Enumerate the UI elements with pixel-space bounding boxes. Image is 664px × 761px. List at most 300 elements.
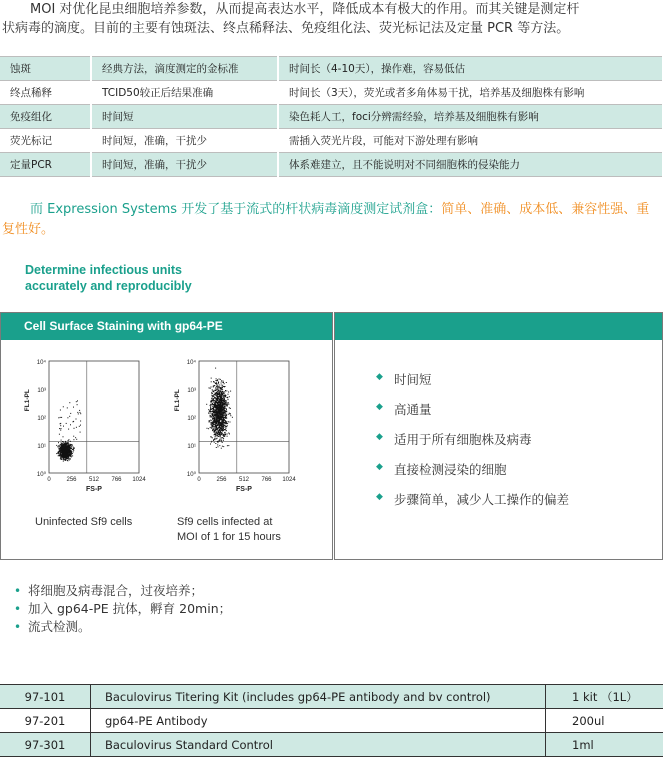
event-dot — [80, 425, 81, 426]
event-dot — [66, 442, 67, 443]
promo-green-text: 而 Expression Systems 开发了基于流式的杆状病毒滴度测定试剂盒： — [30, 202, 442, 217]
event-dot — [223, 412, 224, 413]
diamond-bullet-icon: ◆ — [376, 402, 383, 412]
event-dot — [221, 440, 222, 441]
event-dot — [232, 417, 233, 418]
event-dot — [214, 397, 215, 398]
event-dot — [216, 378, 217, 379]
event-dot — [60, 423, 61, 424]
event-dots — [56, 400, 81, 461]
event-dot — [221, 381, 222, 382]
event-dot — [77, 412, 78, 413]
event-dot — [223, 438, 224, 439]
intro-paragraph — [0, 0, 664, 38]
method-feature-cell: 时间短 — [91, 105, 278, 129]
event-dot — [226, 414, 227, 415]
event-dot — [219, 397, 220, 398]
event-dot — [63, 447, 64, 448]
event-dot — [59, 445, 60, 446]
y-tick-label: 10¹ — [187, 444, 196, 450]
event-dot — [230, 415, 231, 416]
event-dot — [221, 395, 222, 396]
event-dot — [220, 379, 221, 380]
event-dot — [67, 460, 68, 461]
event-dot — [227, 397, 228, 398]
event-dot — [223, 417, 224, 418]
event-dot — [219, 405, 220, 406]
event-dot — [221, 413, 222, 414]
event-dot — [217, 414, 218, 415]
event-dot — [224, 396, 225, 397]
event-dot — [217, 407, 218, 408]
method-feature-cell: 时间短，准确，干扰少 — [91, 153, 278, 177]
event-dot — [215, 368, 216, 369]
event-dot — [225, 391, 226, 392]
event-dot — [71, 448, 72, 449]
event-dot — [217, 385, 218, 386]
event-dot — [216, 438, 217, 439]
event-dot — [225, 413, 226, 414]
event-dot — [210, 409, 211, 410]
event-dot — [215, 424, 216, 425]
event-dot — [219, 440, 220, 441]
event-dot — [223, 396, 224, 397]
event-dot — [73, 448, 74, 449]
event-dot — [61, 428, 62, 429]
event-dot — [223, 393, 224, 394]
event-dot — [220, 413, 221, 414]
promo-orange-text: 简单、准确、成本低、兼容性强、重复性好。 — [2, 202, 650, 237]
event-dot — [67, 443, 68, 444]
event-dot — [222, 446, 223, 447]
event-dot — [77, 404, 78, 405]
event-dot — [222, 423, 223, 424]
product-size-cell: 1 kit （1L） — [546, 685, 664, 709]
event-dot — [226, 409, 227, 410]
event-dot — [228, 404, 229, 405]
event-dot — [71, 456, 72, 457]
event-dot — [218, 420, 219, 421]
event-dot — [216, 392, 217, 393]
event-dot — [70, 441, 71, 442]
methods-table — [0, 56, 662, 177]
event-dot — [71, 444, 72, 445]
event-dot — [64, 448, 65, 449]
event-dot — [212, 423, 213, 424]
intro-line-1: MOI 对优化昆虫细胞培养参数，从而提高表达水平，降低成本有极大的作用。而其关键是测定杆 — [30, 2, 580, 17]
event-dot — [66, 423, 67, 424]
plot2-caption-line-1: Sf9 cells infected at — [177, 516, 273, 528]
event-dot — [218, 387, 219, 388]
event-dot — [76, 427, 77, 428]
event-dot — [213, 396, 214, 397]
event-dot — [216, 434, 217, 435]
event-dot — [70, 453, 71, 454]
event-dot — [215, 404, 216, 405]
event-dot — [225, 418, 226, 419]
event-dot — [220, 400, 221, 401]
event-dot — [73, 407, 74, 408]
event-dot — [70, 445, 71, 446]
x-tick-label: 256 — [66, 477, 77, 483]
event-dot — [217, 412, 218, 413]
event-dot — [217, 442, 218, 443]
method-feature-cell: 经典方法，滴度测定的金标准 — [91, 57, 278, 81]
event-dot — [59, 446, 60, 447]
event-dot — [211, 402, 212, 403]
event-dot — [69, 459, 70, 460]
method-note-cell: 时间长（3天），荧光或者多角体易干扰，培养基及细胞株有影响 — [278, 81, 662, 105]
event-dot — [226, 382, 227, 383]
event-dot — [60, 455, 61, 456]
event-dot — [212, 437, 213, 438]
event-dot — [223, 400, 224, 401]
determine-heading — [25, 262, 192, 294]
y-tick-label: 10⁰ — [186, 472, 196, 478]
methods-row — [0, 153, 662, 177]
event-dot — [221, 385, 222, 386]
event-dot — [210, 406, 211, 407]
event-dot — [63, 458, 64, 459]
event-dot — [224, 407, 225, 408]
event-dot — [221, 448, 222, 449]
event-dot — [221, 400, 222, 401]
determine-line-1: Determine infectious units — [25, 263, 182, 277]
event-dot — [227, 423, 228, 424]
event-dot — [209, 420, 210, 421]
event-dot — [69, 454, 70, 455]
event-dot — [218, 396, 219, 397]
event-dot — [57, 446, 58, 447]
event-dot — [213, 404, 214, 405]
event-dot — [63, 446, 64, 447]
event-dot — [65, 455, 66, 456]
event-dot — [210, 420, 211, 421]
event-dot — [212, 404, 213, 405]
event-dot — [225, 390, 226, 391]
event-dot — [222, 404, 223, 405]
event-dot — [214, 428, 215, 429]
product-row — [0, 733, 663, 757]
event-dot — [211, 441, 212, 442]
event-dot — [225, 415, 226, 416]
event-dot — [62, 453, 63, 454]
event-dot — [68, 451, 69, 452]
event-dot — [59, 434, 60, 435]
event-dot — [222, 391, 223, 392]
event-dot — [216, 383, 217, 384]
dot-bullet-icon: • — [14, 584, 22, 598]
event-dot — [222, 433, 223, 434]
event-dot — [210, 407, 211, 408]
event-dot — [223, 428, 224, 429]
event-dot — [217, 429, 218, 430]
event-dot — [223, 430, 224, 431]
event-dot — [221, 441, 222, 442]
event-dot — [214, 394, 215, 395]
event-dot — [218, 436, 219, 437]
event-dot — [216, 386, 217, 387]
event-dot — [227, 436, 228, 437]
event-dot — [212, 396, 213, 397]
method-name-cell: 荧光标记 — [0, 129, 91, 153]
event-dot — [60, 452, 61, 453]
event-dot — [219, 412, 220, 413]
plot1-caption — [35, 515, 132, 530]
event-dot — [63, 406, 64, 407]
event-dot — [210, 413, 211, 414]
event-dot — [212, 397, 213, 398]
event-dot — [61, 417, 62, 418]
event-dot — [227, 445, 228, 446]
diamond-bullet-icon: ◆ — [376, 462, 383, 472]
event-dot — [67, 407, 68, 408]
event-dot — [213, 398, 214, 399]
event-dot — [215, 418, 216, 419]
x-axis-label: FS-P — [86, 486, 102, 493]
method-note-cell: 需插入荧光片段，可能对下游处理有影响 — [278, 129, 662, 153]
event-dot — [215, 422, 216, 423]
product-name-cell: Baculovirus Titering Kit (includes gp64-PE antibody and bv control) — [91, 685, 546, 709]
advantage-item — [376, 370, 569, 400]
event-dot — [219, 439, 220, 440]
event-dot — [225, 432, 226, 433]
event-dot — [219, 430, 220, 431]
event-dot — [215, 425, 216, 426]
event-dot — [225, 416, 226, 417]
event-dot — [215, 414, 216, 415]
scatter-plot-infected — [169, 351, 299, 511]
advantage-text: 时间短 — [394, 372, 432, 387]
event-dot — [218, 406, 219, 407]
event-dot — [74, 428, 75, 429]
diamond-bullet-icon: ◆ — [376, 492, 383, 502]
event-dot — [210, 444, 211, 445]
protocol-step — [14, 582, 231, 600]
event-dot — [211, 411, 212, 412]
event-dot — [229, 396, 230, 397]
event-dot — [225, 411, 226, 412]
event-dot — [223, 397, 224, 398]
event-dot — [221, 398, 222, 399]
event-dot — [218, 389, 219, 390]
event-dot — [218, 418, 219, 419]
diamond-bullet-icon: ◆ — [376, 372, 383, 382]
event-dot — [220, 403, 221, 404]
method-name-cell: 免疫组化 — [0, 105, 91, 129]
event-dot — [220, 432, 221, 433]
event-dot — [214, 424, 215, 425]
event-dot — [213, 420, 214, 421]
event-dot — [62, 447, 63, 448]
advantage-item — [376, 430, 569, 460]
advantage-item — [376, 460, 569, 490]
event-dot — [212, 414, 213, 415]
event-dot — [211, 381, 212, 382]
event-dot — [213, 439, 214, 440]
event-dot — [213, 400, 214, 401]
event-dot — [228, 445, 229, 446]
event-dot — [70, 444, 71, 445]
event-dot — [217, 393, 218, 394]
event-dot — [230, 391, 231, 392]
event-dot — [215, 443, 216, 444]
event-dot — [73, 439, 74, 440]
event-dot — [215, 436, 216, 437]
event-dot — [210, 422, 211, 423]
event-dot — [209, 422, 210, 423]
event-dot — [66, 453, 67, 454]
event-dot — [220, 405, 221, 406]
event-dot — [210, 415, 211, 416]
event-dot — [223, 440, 224, 441]
event-dot — [225, 426, 226, 427]
event-dot — [215, 397, 216, 398]
event-dot — [215, 405, 216, 406]
event-dot — [222, 399, 223, 400]
event-dot — [208, 409, 209, 410]
protocol-step-text: 加入 gp64-PE 抗体，孵育 20min； — [28, 601, 232, 616]
event-dot — [219, 424, 220, 425]
y-axis-label: FL1-PL — [24, 389, 31, 412]
event-dot — [226, 422, 227, 423]
event-dot — [220, 389, 221, 390]
event-dot — [223, 404, 224, 405]
event-dot — [67, 445, 68, 446]
event-dot — [220, 416, 221, 417]
event-dot — [72, 445, 73, 446]
event-dot — [65, 448, 66, 449]
event-dot — [226, 411, 227, 412]
event-dot — [217, 389, 218, 390]
event-dot — [215, 395, 216, 396]
event-dot — [61, 456, 62, 457]
event-dot — [219, 411, 220, 412]
event-dot — [74, 448, 75, 449]
event-dot — [222, 434, 223, 435]
event-dot — [229, 413, 230, 414]
event-dot — [58, 417, 59, 418]
event-dot — [222, 437, 223, 438]
event-dot — [221, 418, 222, 419]
event-dot — [215, 403, 216, 404]
event-dot — [60, 446, 61, 447]
event-dot — [221, 438, 222, 439]
event-dot — [218, 398, 219, 399]
event-dot — [215, 438, 216, 439]
event-dots — [206, 368, 233, 449]
event-dot — [226, 405, 227, 406]
event-dot — [218, 441, 219, 442]
event-dot — [229, 433, 230, 434]
event-dot — [212, 427, 213, 428]
method-note-cell: 体系难建立，且不能说明对不同细胞株的侵染能力 — [278, 153, 662, 177]
event-dot — [223, 446, 224, 447]
event-dot — [221, 393, 222, 394]
event-dot — [70, 424, 71, 425]
event-dot — [58, 455, 59, 456]
event-dot — [228, 414, 229, 415]
event-dot — [218, 402, 219, 403]
event-dot — [70, 413, 71, 414]
event-dot — [206, 404, 207, 405]
event-dot — [80, 421, 81, 422]
event-dot — [225, 386, 226, 387]
event-dot — [63, 445, 64, 446]
event-dot — [230, 422, 231, 423]
y-tick-label: 10³ — [187, 388, 196, 394]
event-dot — [230, 413, 231, 414]
dot-bullet-icon: • — [14, 602, 22, 616]
methods-row — [0, 105, 662, 129]
event-dot — [226, 430, 227, 431]
event-dot — [68, 455, 69, 456]
event-dot — [217, 403, 218, 404]
flow-cytometry-panel — [0, 312, 333, 560]
event-dot — [221, 404, 222, 405]
event-dot — [227, 402, 228, 403]
event-dot — [218, 446, 219, 447]
x-tick-label: 256 — [216, 477, 227, 483]
event-dot — [230, 408, 231, 409]
event-dot — [59, 428, 60, 429]
event-dot — [73, 421, 74, 422]
event-dot — [221, 426, 222, 427]
event-dot — [59, 448, 60, 449]
event-dot — [225, 395, 226, 396]
event-dot — [211, 416, 212, 417]
event-dot — [210, 416, 211, 417]
event-dot — [219, 394, 220, 395]
event-dot — [214, 442, 215, 443]
x-tick-label: 1024 — [282, 477, 296, 483]
products-table — [0, 684, 663, 757]
event-dot — [70, 456, 71, 457]
event-dot — [212, 417, 213, 418]
event-dot — [70, 451, 71, 452]
event-dot — [66, 456, 67, 457]
event-dot — [216, 380, 217, 381]
determine-line-2: accurately and reproducibly — [25, 279, 192, 293]
event-dot — [223, 434, 224, 435]
x-tick-label: 766 — [111, 477, 122, 483]
event-dot — [63, 426, 64, 427]
event-dot — [213, 432, 214, 433]
event-dot — [69, 458, 70, 459]
event-dot — [222, 426, 223, 427]
event-dot — [215, 388, 216, 389]
event-dot — [225, 429, 226, 430]
advantage-item — [376, 400, 569, 430]
product-row — [0, 685, 663, 709]
event-dot — [222, 385, 223, 386]
event-dot — [218, 401, 219, 402]
event-dot — [221, 383, 222, 384]
event-dot — [73, 451, 74, 452]
event-dot — [218, 386, 219, 387]
y-tick-label: 10² — [37, 416, 46, 422]
event-dot — [60, 410, 61, 411]
x-tick-label: 0 — [197, 477, 201, 483]
event-dot — [221, 392, 222, 393]
event-dot — [58, 451, 59, 452]
event-dot — [63, 452, 64, 453]
dot-bullet-icon: • — [14, 620, 22, 634]
event-dot — [225, 412, 226, 413]
event-dot — [215, 402, 216, 403]
event-dot — [222, 389, 223, 390]
event-dot — [220, 428, 221, 429]
